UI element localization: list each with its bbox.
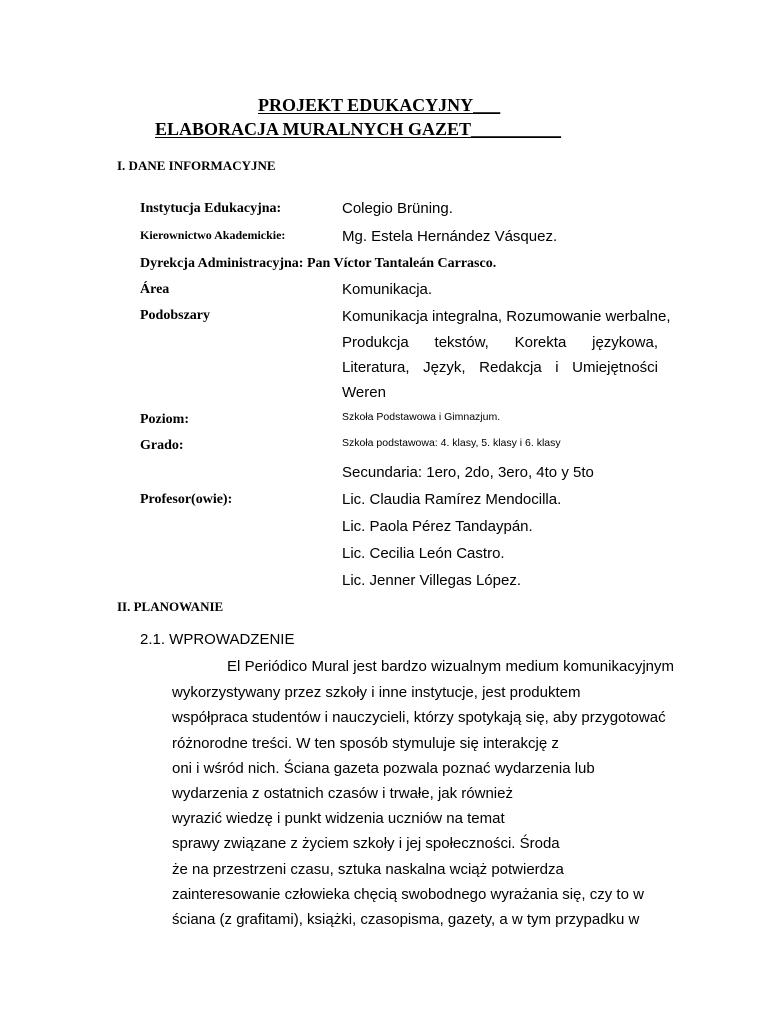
paragraph-line-4: różnorodne treści. W ten sposób stymuluje się interakcję z (172, 735, 559, 752)
paragraph-line-3: współpraca studentów i nauczycieli, którzy spotykają się, aby przygotować (172, 709, 666, 726)
section-2-heading: II. PLANOWANIE (117, 599, 224, 614)
paragraph-line-1: El Periódico Mural jest bardzo wizualnym medium komunikacyjnym (227, 658, 674, 675)
label-profesorowie: Profesor(owie): (140, 492, 233, 507)
section-1-heading: I. DANE INFORMACYJNE (117, 158, 276, 173)
value-profesor-4: Lic. Jenner Villegas López. (342, 572, 522, 589)
paragraph-line-9: że na przestrzeni czasu, sztuka naskalna wciąż potwierdza (172, 861, 564, 878)
value-grado-secondary: Secundaria: 1ero, 2do, 3ero, 4to y 5to (342, 464, 594, 481)
label-kierownictwo: Kierownictwo Akademickie: (140, 228, 286, 242)
paragraph-line-11: ściana (z grafitami), książki, czasopisma, gazety, a w tym przypadku w (172, 911, 640, 928)
value-profesor-3: Lic. Cecilia León Castro. (342, 545, 505, 562)
label-instytucja: Instytucja Edukacyjna: (140, 201, 282, 216)
value-profesor-2: Lic. Paola Pérez Tandaypán. (342, 518, 533, 535)
value-profesor-1: Lic. Claudia Ramírez Mendocilla. (342, 491, 562, 508)
value-instytucja: Colegio Brüning. (342, 200, 453, 217)
value-grado-primary: Szkoła podstawowa: 4. klasy, 5. klasy i 6. klasy (342, 437, 561, 449)
dyrekcja-line: Dyrekcja Administracyjna: Pan Víctor Tantaleán Carrasco. (140, 256, 497, 271)
value-poziom: Szkoła Podstawowa i Gimnazjum. (342, 411, 501, 423)
label-area: Área (140, 282, 170, 297)
value-area: Komunikacja. (342, 281, 433, 298)
subsection-heading: 2.1. WPROWADZENIE (140, 631, 295, 648)
paragraph-line-8: sprawy związane z życiem szkoły i jej społeczności. Środa (172, 835, 560, 852)
paragraph-line-6: wydarzenia z ostatnich czasów i trwałe, jak również (172, 785, 513, 802)
label-grado: Grado: (140, 438, 184, 453)
label-podobszary: Podobszary (140, 308, 210, 323)
value-kierownictwo: Mg. Estela Hernández Vásquez. (342, 228, 558, 245)
value-podobszary-line-2: Produkcja tekstów, Korekta językowa, (342, 334, 658, 351)
paragraph-line-5: oni i wśród nich. Ściana gazeta pozwala poznać wydarzenia lub (172, 760, 595, 777)
paragraph-line-10: zainteresowanie człowieka chęcią swobodnego wyrażania się, czy to w (172, 886, 644, 903)
paragraph-line-7: wyrazić wiedzę i punkt widzenia uczniów na temat (172, 810, 505, 827)
label-poziom: Poziom: (140, 412, 189, 427)
value-podobszary-line-4: Weren (342, 384, 386, 401)
title-line-1: PROJEKT EDUKACYJNY___ (258, 95, 501, 115)
title-line-2: ELABORACJA MURALNYCH GAZET__________ (155, 119, 562, 139)
value-podobszary-line-3: Literatura, Język, Redakcja i Umiejętności (342, 359, 658, 376)
value-podobszary-line-1: Komunikacja integralna, Rozumowanie werbalne, (342, 308, 671, 325)
paragraph-line-2: wykorzystywany przez szkoły i inne instytucje, jest produktem (172, 684, 581, 701)
